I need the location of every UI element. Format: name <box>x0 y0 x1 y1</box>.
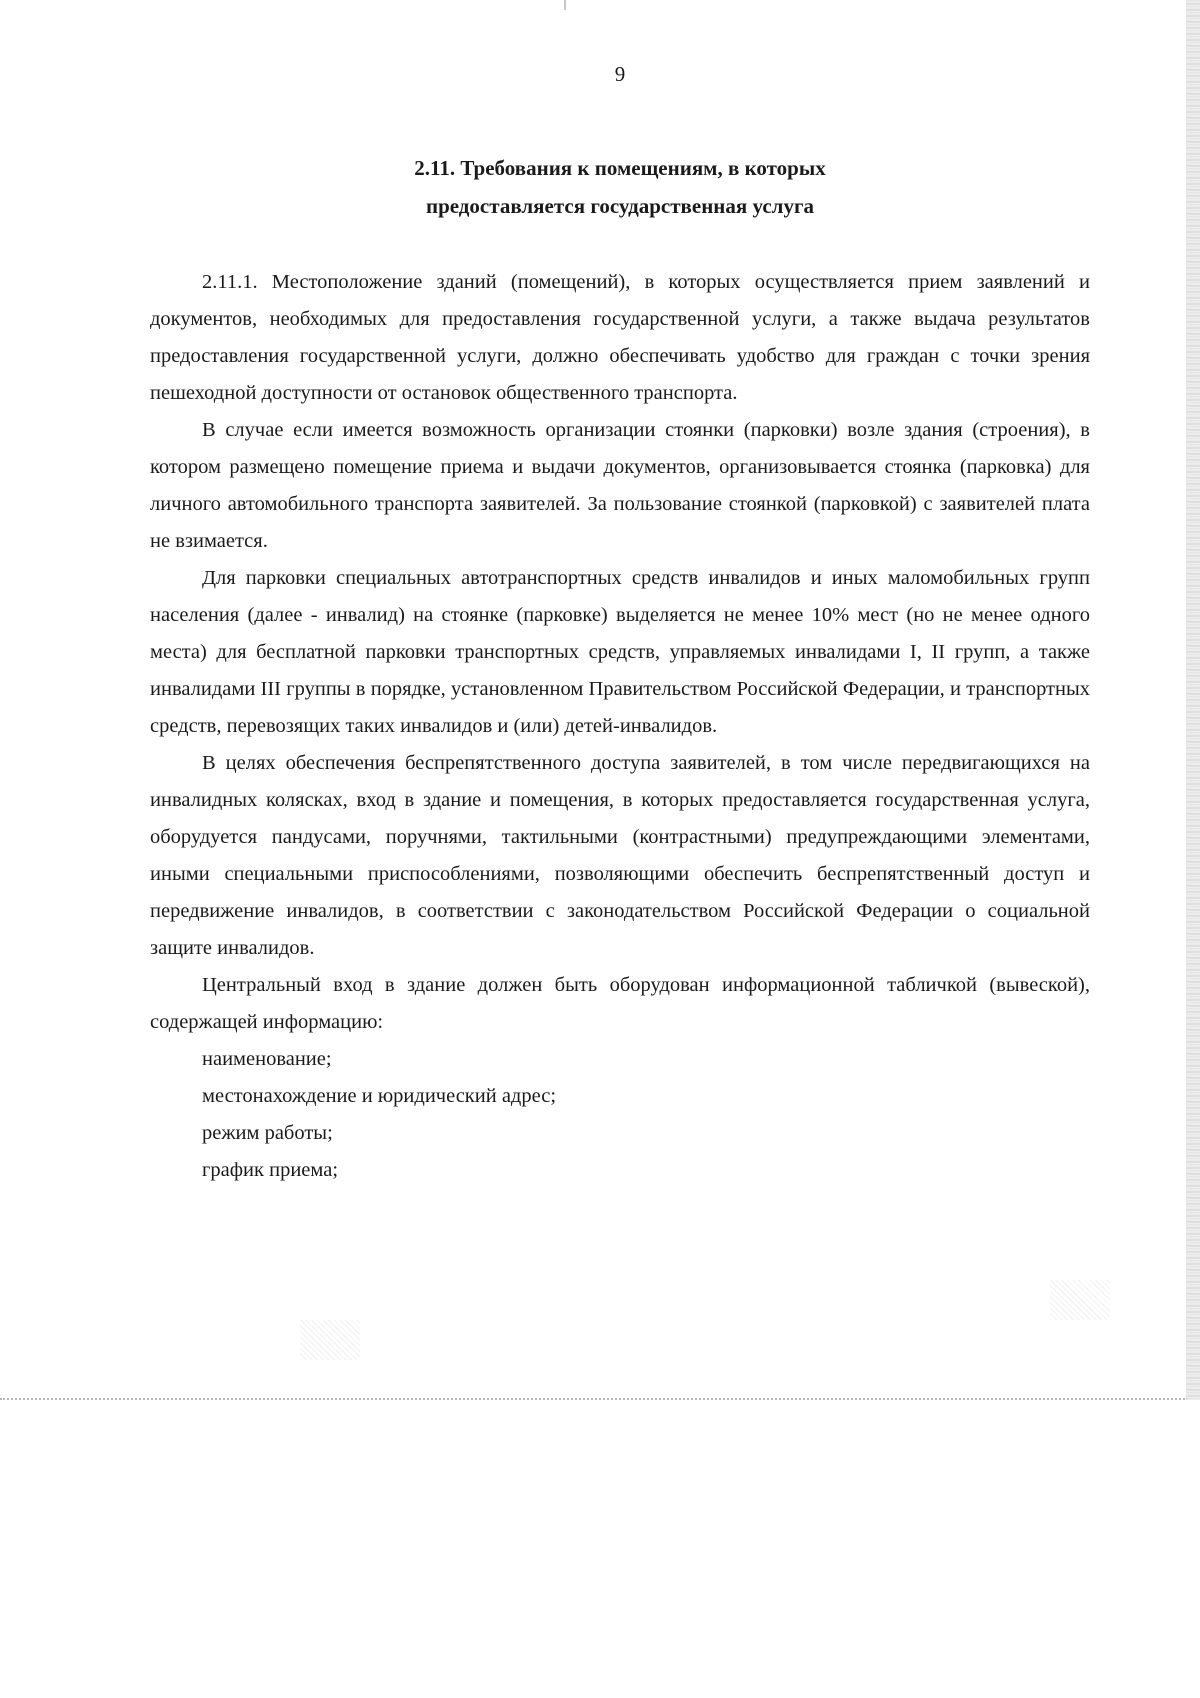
scan-mark <box>564 0 566 10</box>
paragraph-location: 2.11.1. Местоположение зданий (помещений), в которых осуществляется прием заявлений и документов, необходимых для предоставления государственной услуги, а также выдача результатов предоставления государственной услуги, должно обеспечивать удобство для граждан с точки зрения пешеходной доступности от остановок общественного транспорта. <box>150 271 1090 404</box>
list-item: наименование; <box>202 1048 332 1070</box>
paragraph-accessibility: В целях обеспечения беспрепятственного доступа заявителей, в том числе передвигающихся на инвалидных колясках, вход в здание и помещения, в которых предоставляется государственная услуга, оборудуется пандусами, поручнями, тактильными (контрастными) предупреждающими элементами, иными специальными приспособлениями, позволяющими обеспечить беспрепятственный доступ и передвижение инвалидов, в соответствии с законодательством Российской Федерации о социальной защите инвалидов. <box>150 752 1090 959</box>
list-item: график приема; <box>202 1159 339 1181</box>
paragraph-parking: В случае если имеется возможность организации стоянки (парковки) возле здания (строения), в котором размещено помещение приема и выдачи документов, организовывается стоянка (парковка) для личного автомобильного транспорта заявителей. За пользование стоянкой (парковкой) с заявителей плата не взимается. <box>150 419 1090 552</box>
page-number: 9 <box>614 62 626 86</box>
section-heading-line-2: предоставляется государственная услуга <box>425 194 814 218</box>
list-item: местонахождение и юридический адрес; <box>202 1085 557 1107</box>
list-item: режим работы; <box>202 1122 333 1144</box>
scan-edge <box>1186 0 1200 1400</box>
scan-noise <box>300 1320 360 1360</box>
section-heading-line-1: 2.11. Требования к помещениям, в которых <box>414 156 826 180</box>
document-body <box>150 264 1090 1189</box>
paragraph-entrance-sign: Центральный вход в здание должен быть оборудован информационной табличкой (вывеской), содержащей информацию: <box>150 974 1090 1033</box>
paragraph-disabled-parking: Для парковки специальных автотранспортных средств инвалидов и иных маломобильных групп населения (далее - инвалид) на стоянке (парковке) выделяется не менее 10% мест (но не менее одного места) для бесплатной парковки транспортных средств, управляемых инвалидами I, II групп, а также инвалидами III группы в порядке, установленном Правительством Российской Федерации, и транспортных средств, перевозящих таких инвалидов и (или) детей-инвалидов. <box>150 567 1090 737</box>
scan-noise <box>1050 1280 1110 1320</box>
